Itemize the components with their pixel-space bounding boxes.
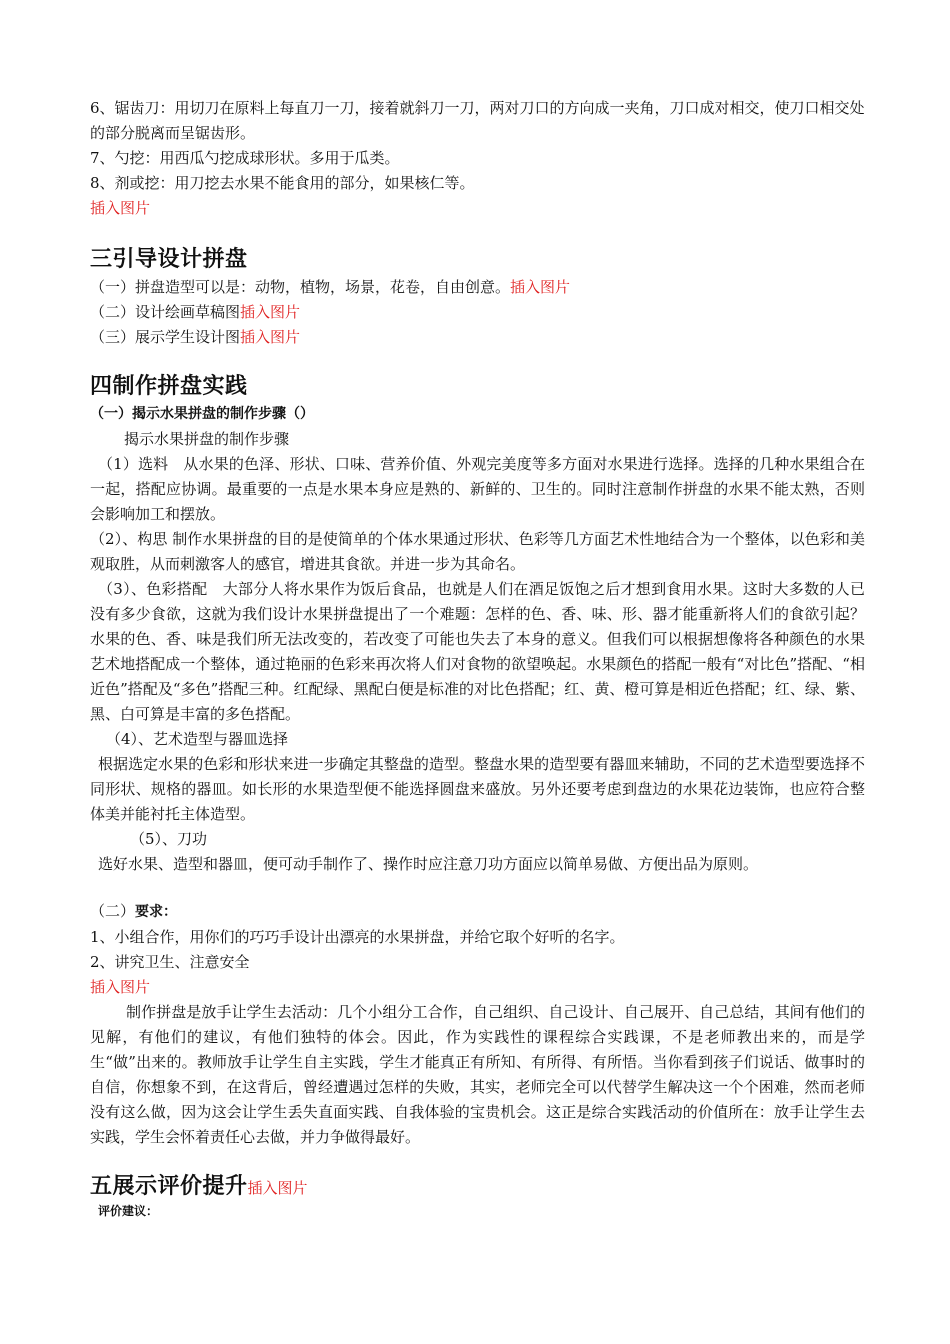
requirement-2: 2、讲究卫生、注意安全 [90,953,250,971]
practice-summary: 制作拼盘是放手让学生去活动：几个小组分工合作，自己组织、自己设计、自己展开、自己总结，其间有他们的见解，有他们的建议，有他们独特的体会。因此，作为实践性的课程综合实践课，不是老师教出来的，而是学生“做”出来的。教师放手让学生自主实践，学生才能真正有所知、有所得、有所悟。当你看到孩子们说话、做事时的自信，你想象不到，在这背后，曾经遭遇过怎样的失败，其实，老师完全可以代替学生解决这一个个困难，然而老师没有这么做，因为这会让学生丢失直面实践、自我体验的宝贵机会。这正是综合实践活动的价值所在：放手让学生去实践，学生会怀着责任心去做，并力争做得最好。 [90,1003,865,1146]
insert-image-placeholder: 插入图片 [240,303,301,321]
insert-image-placeholder: 插入图片 [247,1179,308,1197]
section-4-sub-1-caption: 揭示水果拼盘的制作步骤 [124,430,290,448]
section-4-heading: 四制作拼盘实践 [90,374,248,399]
insert-image-placeholder: 插入图片 [90,978,151,996]
step-5-title: （5）、刀功 [130,830,208,848]
step-2-concept: （2）、构思 制作水果拼盘的目的是使简单的个体水果通过形状、色彩等几方面艺术性地结合为一个整体，以色彩和美观取胜，从而刺激客人的感官，增进其食欲。并进一步为其命名。 [90,530,865,573]
section-4-sub-1: （一）揭示水果拼盘的制作步骤（） [90,406,314,422]
insert-image-placeholder: 插入图片 [90,199,151,217]
section-4-sub-2: （二）要求： [90,902,178,920]
step-5-body: 选好水果、造型和器皿，便可动手制作了、操作时应注意刀功方面应以简单易做、方便出品为原则。 [98,855,759,873]
step-4-body: 根据选定水果的色彩和形状来进一步确定其整盘的造型。整盘水果的造型要有器皿来辅助，不同的艺术造型要选择不同形状、规格的器皿。如长形的水果造型便不能选择圆盘来盛放。另外还要考虑到盘边的水果花边装饰，也应符合整体美并能衬托主体造型。 [90,755,865,823]
item-7-scoop: 7、勺挖：用西瓜勺挖成球形状。多用于瓜类。 [90,149,400,167]
step-1-selection: （1）选料 从水果的色泽、形状、口味、营养价值、外观完美度等多方面对水果进行选择。选择的几种水果组合在一起，搭配应协调。最重要的一点是水果本身应是熟的、新鲜的、卫生的。同时注意制作拼盘的水果不能太熟，否则会影响加工和摆放。 [90,455,865,523]
section-3-item-2: （二）设计绘画草稿图插入图片 [90,303,301,321]
section-5-heading: 五展示评价提升插入图片 [90,1174,308,1199]
requirement-1: 1、小组合作，用你们的巧巧手设计出漂亮的水果拼盘，并给它取个好听的名字。 [90,928,625,946]
item-8-dig: 8、剂或挖：用刀挖去水果不能食用的部分，如果核仁等。 [90,174,475,192]
item-6-sawtooth-cut: 6、锯齿刀：用切刀在原料上每直刀一刀，接着就斜刀一刀，两对刀口的方向成一夹角，刀口成对相交，使刀口相交处的部分脱离而呈锯齿形。 [90,99,865,142]
section-3-heading: 三引导设计拼盘 [90,247,248,272]
insert-image-placeholder: 插入图片 [240,328,301,346]
step-3-color: （3）、色彩搭配 大部分人将水果作为饭后食品，也就是人们在酒足饭饱之后才想到食用水果。这时大多数的人已没有多少食欲，这就为我们设计水果拼盘提出了一个难题：怎样的色、香、味、形、器才能重新将人们的食欲引起？水果的色、香、味是我们所无法改变的，若改变了可能也失去了本身的意义。但我们可以根据想像将各种颜色的水果艺术地搭配成一个整体，通过艳丽的色彩来再次将人们对食物的欲望唤起。水果颜色的搭配一般有“对比色”搭配、“相近色”搭配及“多色”搭配三种。红配绿、黑配白便是标准的对比色搭配；红、黄、橙可算是相近色搭配；红、绿、紫、黑、白可算是丰富的多色搭配。 [90,580,865,723]
insert-image-placeholder: 插入图片 [510,278,571,296]
document-page [90,96,865,1220]
evaluation-label: 评价建议： [98,1204,159,1218]
section-3-item-1: （一）拼盘造型可以是：动物，植物，场景，花卷，自由创意。插入图片 [90,278,571,296]
step-4-title: （4）、艺术造型与器皿选择 [106,730,289,748]
section-3-item-3: （三）展示学生设计图插入图片 [90,328,301,346]
